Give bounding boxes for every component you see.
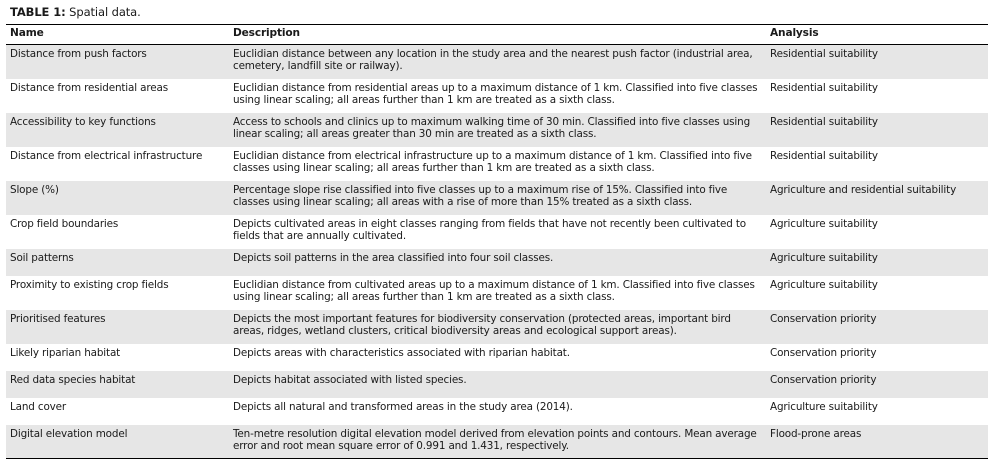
cell-name: Soil patterns — [10, 251, 74, 264]
cell-name: Land cover — [10, 400, 67, 413]
cell-description: Euclidian distance between any location in the study area and the nearest push factor (industrial area, cemetery, landfill site or railway). — [233, 48, 753, 73]
cell-analysis: Agriculture suitability — [770, 278, 878, 291]
table-row — [6, 398, 988, 425]
cell-description: Depicts all natural and transformed areas in the study area (2014). — [233, 400, 573, 413]
table-row — [6, 310, 988, 344]
cell-analysis: Residential suitability — [770, 81, 878, 94]
table-row — [6, 79, 988, 113]
cell-description: Euclidian distance from electrical infrastructure up to a maximum distance of 1 km. Classified into five classes using linear scaling; all areas further than 1 km are treated as a sixth class. — [233, 149, 752, 174]
table-row — [6, 147, 988, 181]
cell-description: Depicts areas with characteristics associated with riparian habitat. — [233, 346, 570, 359]
cell-analysis: Residential suitability — [770, 48, 878, 60]
cell-name: Prioritised features — [10, 312, 106, 325]
cell-analysis: Agriculture suitability — [770, 217, 878, 230]
cell-analysis: Conservation priority — [770, 312, 877, 325]
cell-description: Euclidian distance from residential areas up to a maximum distance of 1 km. Classified into five classes using linear scaling; all areas further than 1 km are treated as a sixth class. — [233, 81, 758, 106]
caption-text: Spatial data. — [65, 5, 141, 19]
cell-description: Ten-metre resolution digital elevation model derived from elevation points and contours. Mean average error and root mean square error of 0.991 and 1.431, respectively. — [229, 425, 766, 459]
header-description: Description — [229, 25, 766, 45]
cell-analysis: Conservation priority — [770, 373, 877, 386]
cell-name: Crop field boundaries — [10, 217, 119, 230]
table-row — [6, 249, 988, 276]
header-row — [6, 25, 988, 45]
cell-name: Distance from residential areas — [10, 81, 168, 94]
cell-name: Distance from electrical infrastructure — [10, 149, 203, 162]
header-analysis: Analysis — [766, 25, 988, 45]
cell-description: Depicts soil patterns in the area classified into four soil classes. — [233, 251, 554, 264]
cell-description: Depicts habitat associated with listed species. — [233, 373, 467, 386]
cell-analysis: Agriculture suitability — [770, 251, 878, 264]
table-row — [6, 215, 988, 249]
cell-name: Digital elevation model — [6, 425, 229, 459]
caption-label: TABLE 1: — [10, 5, 66, 19]
cell-analysis: Residential suitability — [770, 149, 878, 162]
cell-name: Proximity to existing crop fields — [10, 278, 169, 291]
cell-description: Depicts cultivated areas in eight classes ranging from fields that have not recently been cultivated to fields that are annually cultivated. — [233, 217, 746, 242]
cell-name: Red data species habitat — [10, 373, 136, 386]
cell-analysis: Agriculture and residential suitability — [770, 183, 957, 196]
cell-name: Accessibility to key functions — [10, 115, 156, 128]
table-row — [6, 45, 988, 79]
cell-name: Distance from push factors — [10, 48, 147, 60]
cell-analysis: Residential suitability — [770, 115, 878, 128]
cell-description: Depicts the most important features for biodiversity conservation (protected areas, important bird areas, ridges, wetland clusters, critical biodiversity areas and ecological support areas). — [233, 312, 731, 337]
cell-description: Access to schools and clinics up to maximum walking time of 30 min. Classified into five classes using linear scaling; all areas greater than 30 min are treated as a sixth class. — [233, 115, 751, 140]
table-row — [6, 113, 988, 147]
cell-name: Slope (%) — [10, 183, 59, 196]
cell-analysis: Agriculture suitability — [770, 400, 878, 413]
table-row — [6, 344, 988, 371]
cell-analysis: Flood-prone areas — [766, 425, 988, 459]
spatial-data-table — [6, 24, 988, 459]
cell-name: Likely riparian habitat — [10, 346, 121, 359]
cell-description: Percentage slope rise classified into five classes up to a maximum rise of 15%. Classified into five classes using linear scaling; all areas with a rise of more than 15% treated as a sixth class. — [233, 183, 728, 208]
table-row — [6, 181, 988, 215]
table-row — [6, 425, 988, 459]
header-name: Name — [6, 25, 229, 45]
table-row — [6, 371, 988, 398]
table-row — [6, 276, 988, 310]
cell-analysis: Conservation priority — [770, 346, 877, 359]
table-caption — [10, 5, 141, 19]
cell-description: Euclidian distance from cultivated areas up to a maximum distance of 1 km. Classified into five classes using linear scaling; all areas further than 1 km are treated as a sixth class. — [233, 278, 755, 303]
